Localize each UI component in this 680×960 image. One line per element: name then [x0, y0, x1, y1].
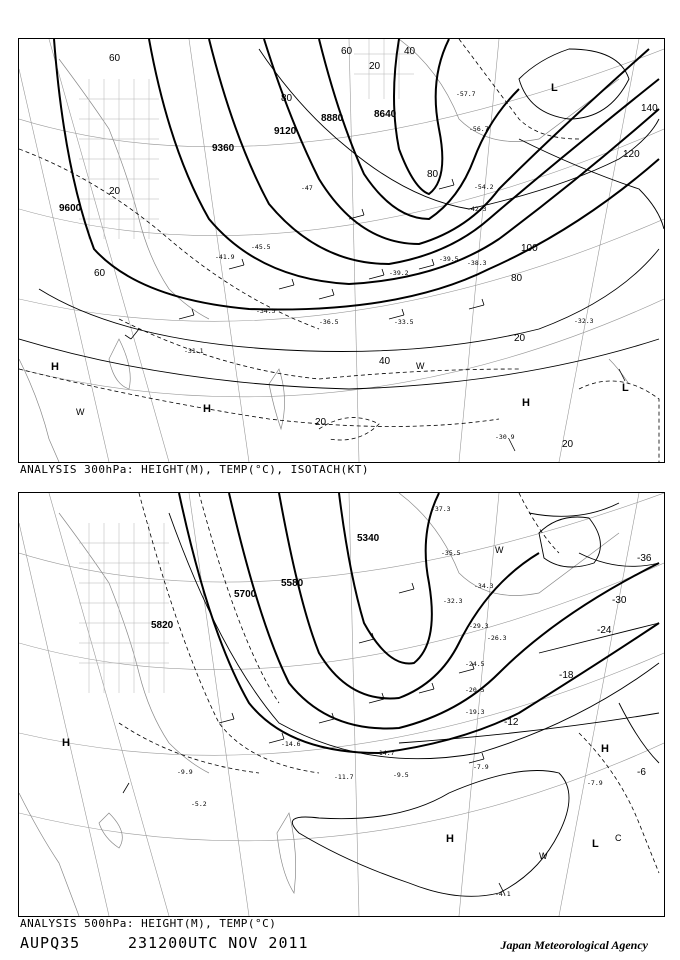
- low-pressure-mark: L: [622, 382, 629, 394]
- height-label-5340: 5340: [357, 533, 380, 544]
- isotherm-label: -30: [612, 595, 627, 606]
- isotach-label: 20: [514, 333, 526, 344]
- isotherm-label: -18: [559, 670, 574, 681]
- isotach-label: 40: [404, 46, 416, 57]
- temp-label: -56.7: [469, 125, 489, 133]
- isotherm-contours: [169, 503, 659, 896]
- valid-time: 231200UTC NOV 2011: [128, 934, 309, 952]
- high-pressure-mark: H: [51, 361, 59, 373]
- temp-label: -31.1: [184, 347, 204, 355]
- isotach-label: 40: [379, 356, 391, 367]
- high-pressure-mark: H: [203, 403, 211, 415]
- temp-label: -19.3: [465, 708, 485, 716]
- isotherm-label-group: [504, 553, 652, 778]
- temp-label: -41.9: [215, 253, 235, 261]
- temp-label: -30.9: [495, 433, 515, 441]
- temp-label: -29.3: [469, 622, 489, 630]
- temp-label: -7.9: [473, 763, 489, 771]
- temp-label: -24.5: [465, 660, 485, 668]
- isotach-label: 140: [641, 103, 658, 114]
- temp-label: -33.5: [394, 318, 414, 326]
- temp-label: -32.3: [443, 597, 463, 605]
- temp-label: -35.5: [441, 549, 461, 557]
- temp-label: -47: [301, 184, 313, 192]
- warm-mark: W: [495, 545, 504, 555]
- temp-label: -34.5: [256, 307, 276, 315]
- temp-label: -39.5: [439, 255, 459, 263]
- height-label-8640: 8640: [374, 109, 397, 120]
- low-pressure-mark: L: [592, 838, 599, 850]
- temp-label: -7.9: [587, 779, 603, 787]
- temp-label: -42.3: [467, 205, 487, 213]
- high-pressure-mark: H: [522, 397, 530, 409]
- isotherm-label: -6: [637, 767, 646, 778]
- high-pressure-mark: H: [446, 833, 454, 845]
- temp-label: -14.7: [375, 749, 395, 757]
- isotach-label: 20: [109, 186, 121, 197]
- warm-mark: W: [416, 361, 425, 371]
- graticule: [19, 493, 664, 916]
- temp-label: -38.3: [467, 259, 487, 267]
- caption-500hpa: ANALYSIS 500hPa: HEIGHT(M), TEMP(°C): [20, 917, 277, 930]
- isotach-label-group: [94, 46, 658, 450]
- isotach-label: 20: [369, 61, 381, 72]
- temperature-contours: [19, 39, 659, 462]
- high-pressure-mark: H: [62, 737, 70, 749]
- temp-label: -45.5: [251, 243, 271, 251]
- warm-mark: W: [539, 851, 548, 861]
- wind-barbs: [125, 179, 625, 451]
- temp-label: -11.7: [334, 773, 354, 781]
- isotach-label: 80: [511, 273, 523, 284]
- cold-mark: C: [615, 833, 622, 843]
- high-pressure-mark: H: [601, 743, 609, 755]
- chart-500hpa: [18, 492, 665, 917]
- temp-label: -9.5: [393, 771, 409, 779]
- temp-label: -57.7: [456, 90, 476, 98]
- chart-code: AUPQ35: [20, 934, 81, 952]
- height-contours: [54, 39, 659, 310]
- isotach-label: 20: [562, 439, 574, 450]
- isotach-label: 60: [341, 46, 353, 57]
- pressure-mark-group: [51, 82, 629, 417]
- height-label-9120: 9120: [274, 126, 297, 137]
- height-label-group: [59, 109, 397, 214]
- graticule: [19, 39, 664, 462]
- temp-label: -26.3: [487, 634, 507, 642]
- temp-label: -20.5: [465, 686, 485, 694]
- temp-label: -37.3: [431, 505, 451, 513]
- isotach-label: 60: [94, 268, 106, 279]
- warm-mark: W: [76, 407, 85, 417]
- height-label-5580: 5580: [281, 578, 304, 589]
- temp-label-group: [184, 90, 594, 441]
- height-contours: [179, 493, 659, 753]
- pressure-mark-group: [62, 545, 622, 861]
- temp-label: -9.9: [177, 768, 193, 776]
- height-label-group: [151, 533, 380, 631]
- isotherm-label: -36: [637, 553, 652, 564]
- isotach-label: 100: [521, 243, 538, 254]
- isotach-label: 80: [281, 93, 293, 104]
- height-label-5820: 5820: [151, 620, 174, 631]
- isotach-label: 80: [427, 169, 439, 180]
- low-pressure-mark: L: [551, 82, 558, 94]
- temp-label: -39.2: [389, 269, 409, 277]
- temp-label: -34.3: [474, 582, 494, 590]
- height-label-9600: 9600: [59, 203, 82, 214]
- caption-300hpa: ANALYSIS 300hPa: HEIGHT(M), TEMP(°C), ISOTACH(KT): [20, 463, 370, 476]
- isotherm-label: -24: [597, 625, 612, 636]
- height-label-8880: 8880: [321, 113, 344, 124]
- isotach-label: 60: [109, 53, 121, 64]
- isotherm-label: -12: [504, 717, 519, 728]
- height-label-5700: 5700: [234, 589, 257, 600]
- chart-300hpa: [18, 38, 665, 463]
- isotach-label: 20: [315, 417, 327, 428]
- temp-label: -5.2: [191, 800, 207, 808]
- height-label-9360: 9360: [212, 143, 235, 154]
- temp-label: -36.5: [319, 318, 339, 326]
- temp-label: -32.3: [574, 317, 594, 325]
- temp-label: -14.6: [281, 740, 301, 748]
- agency-name: Japan Meteorological Agency: [500, 938, 648, 952]
- map-500hpa: [19, 493, 664, 916]
- isotach-label: 120: [623, 149, 640, 160]
- terrain-hatch: [79, 39, 414, 239]
- temp-label: -54.2: [474, 183, 494, 191]
- temp-label: -4.1: [495, 890, 511, 898]
- map-300hpa: [19, 39, 664, 462]
